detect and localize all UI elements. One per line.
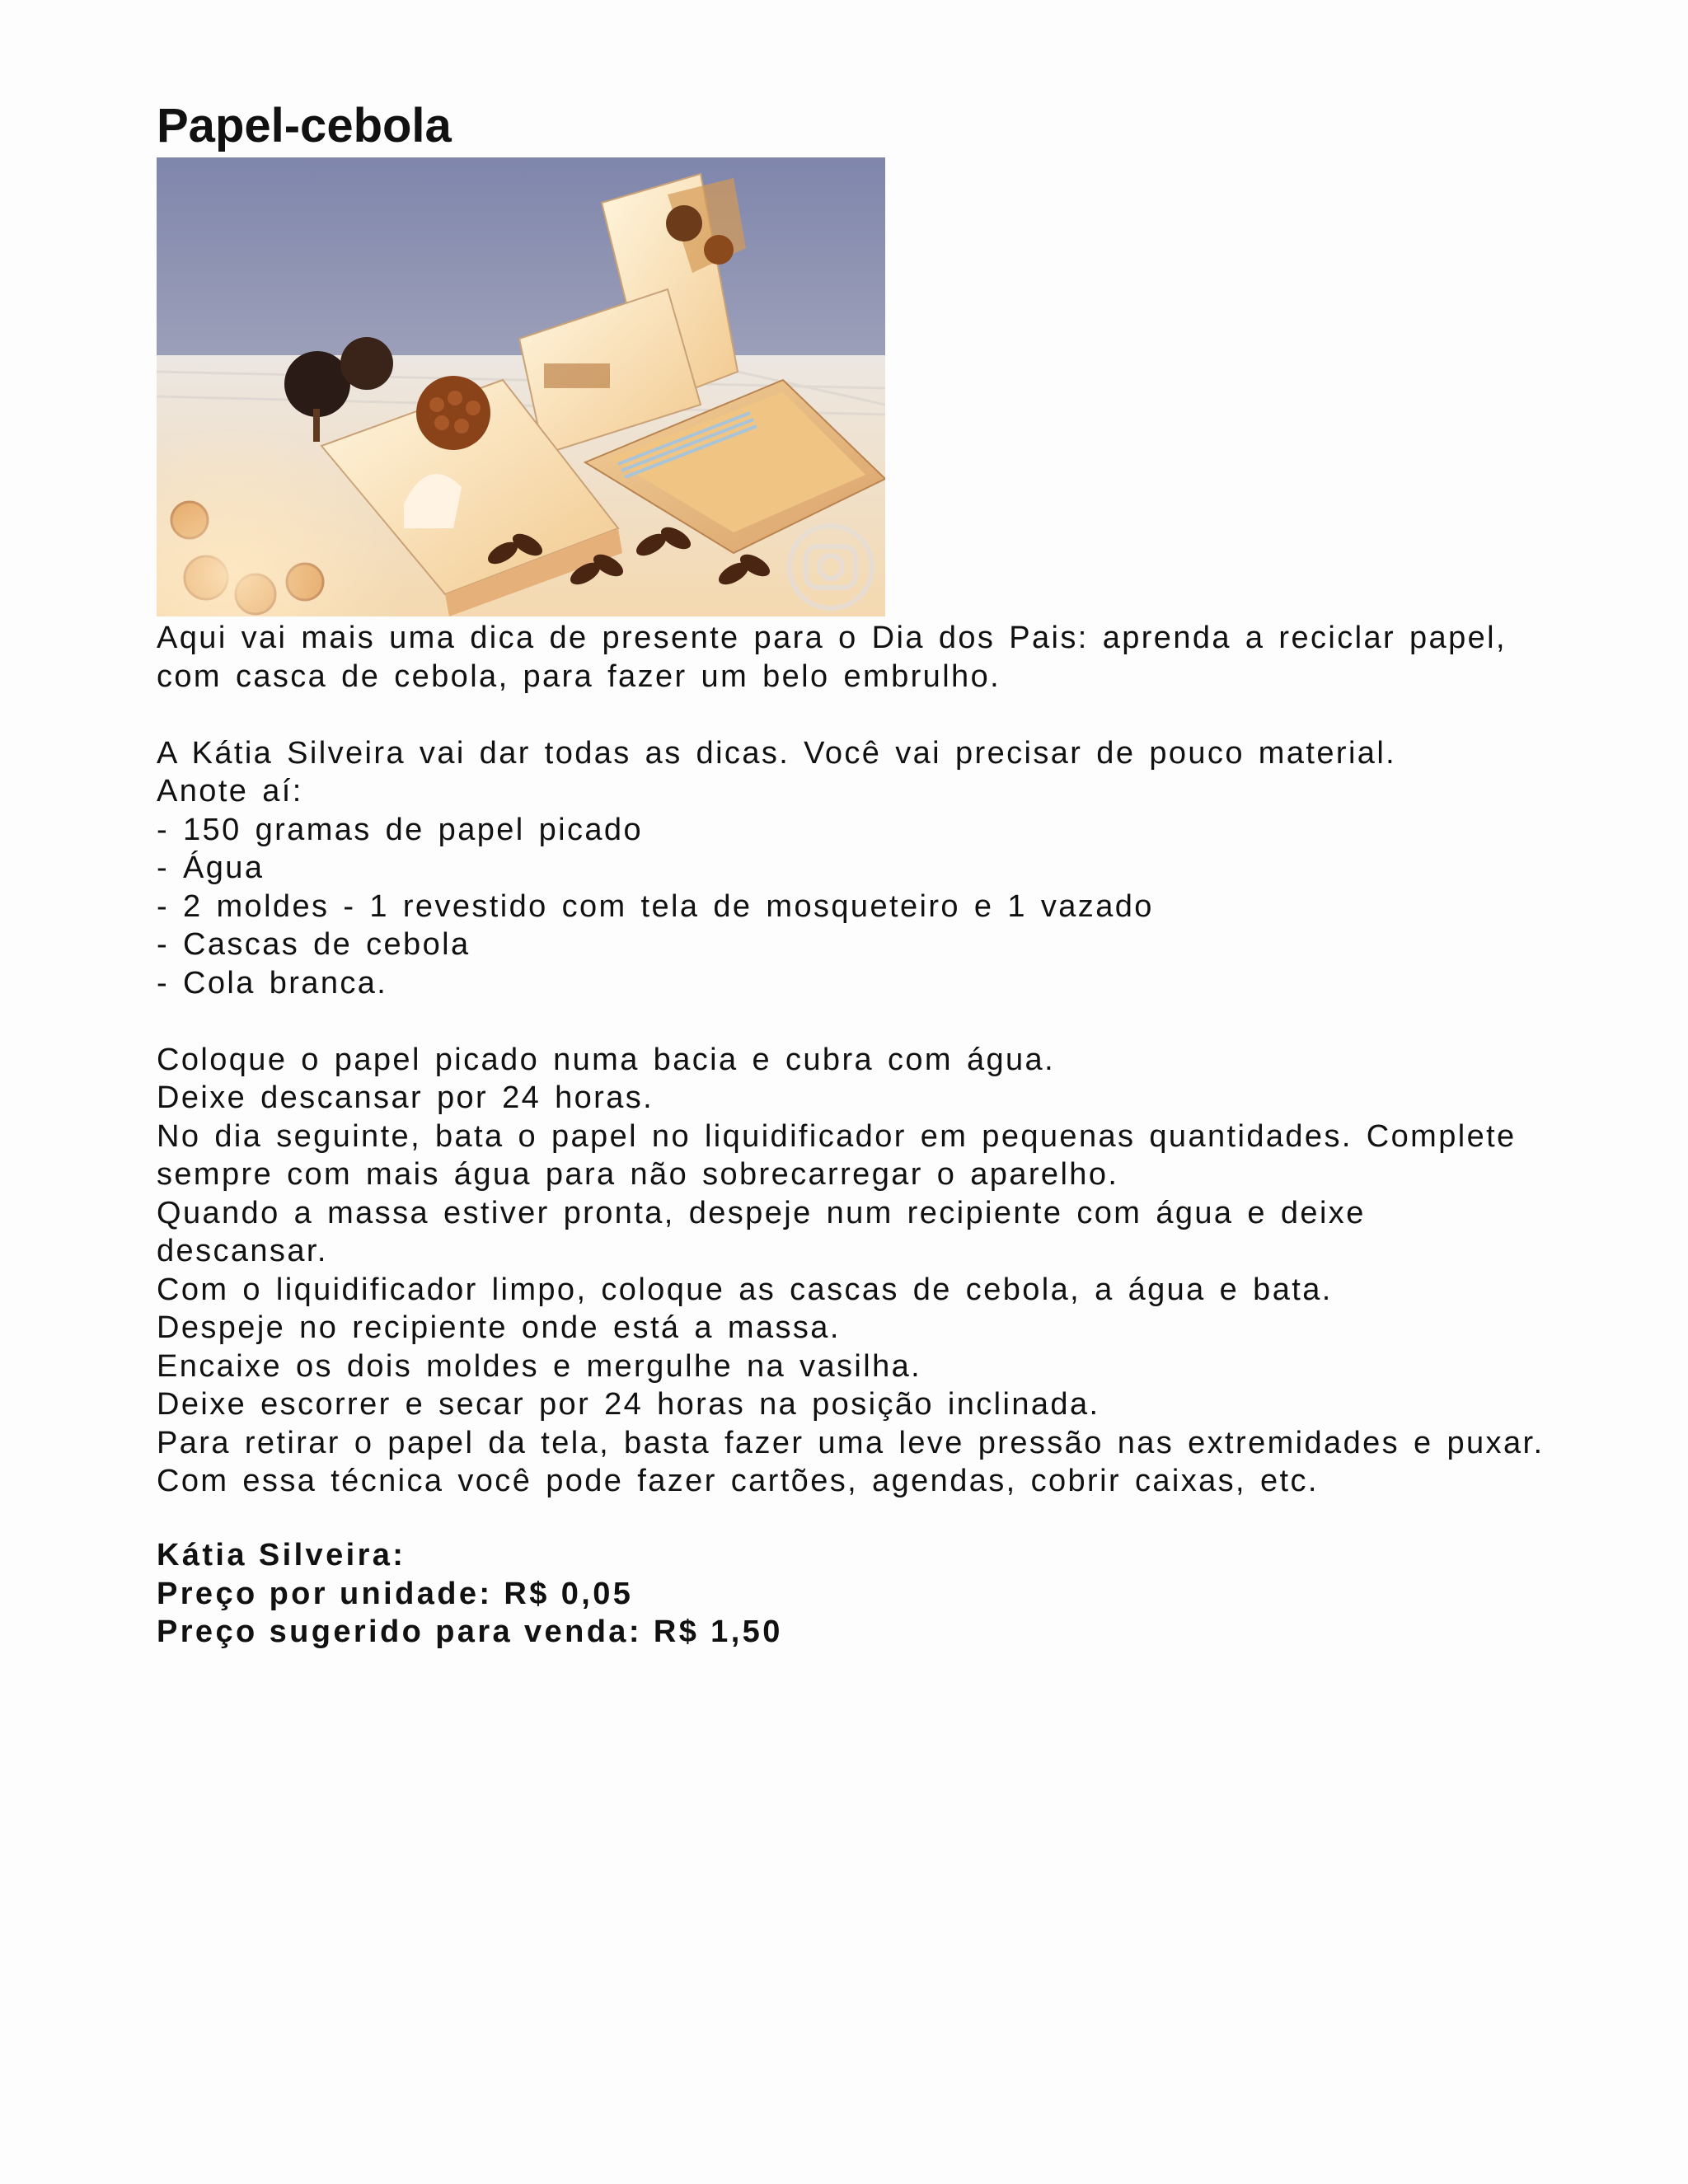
materials-intro-line: Anote aí: (157, 774, 303, 808)
author-name: Kátia Silveira: (157, 1538, 406, 1572)
material-item: - 150 gramas de papel picado (157, 812, 643, 847)
step-line: Deixe descansar por 24 horas. (157, 1080, 654, 1115)
step-line: Com o liquidificador limpo, coloque as cascas de cebola, a água e bata. (157, 1272, 1333, 1307)
step-line: descansar. (157, 1234, 328, 1268)
material-item: - Cascas de cebola (157, 927, 471, 962)
step-line: Deixe escorrer e secar por 24 horas na posição inclinada. (157, 1387, 1100, 1422)
material-item: - 2 moldes - 1 revestido com tela de mosqueteiro e 1 vazado (157, 888, 1154, 924)
material-item: - Água (157, 851, 265, 885)
step-line: sempre com mais água para não sobrecarregar o aparelho. (157, 1157, 1119, 1192)
intro-line: com casca de cebola, para fazer um belo embrulho. (157, 658, 1001, 694)
material-item: - Cola branca. (157, 965, 388, 1001)
unit-price: Preço por unidade: R$ 0,05 (157, 1576, 634, 1611)
step-line: Encaixe os dois moldes e mergulhe na vasilha. (157, 1348, 922, 1384)
price-block (157, 1536, 783, 1652)
step-line: No dia seguinte, bata o papel no liquidificador em pequenas quantidades. Complete (157, 1118, 1517, 1154)
materials-intro-line: A Kátia Silveira vai dar todas as dicas. Você vai precisar de pouco material. (157, 735, 1397, 771)
intro-line: Aqui vai mais uma dica de presente para o Dia dos Pais: aprenda a reciclar papel, (157, 621, 1507, 655)
step-line: Coloque o papel picado numa bacia e cubra com água. (157, 1042, 1056, 1077)
step-line: Com essa técnica você pode fazer cartões, agendas, cobrir caixas, etc. (157, 1464, 1319, 1498)
step-line: Para retirar o papel da tela, basta fazer uma leve pressão nas extremidades e puxar. (157, 1425, 1545, 1460)
page-title: Papel-cebola (157, 99, 452, 152)
step-line: Quando a massa estiver pronta, despeje num recipiente com água e deixe (157, 1195, 1366, 1230)
step-line: Despeje no recipiente onde está a massa. (157, 1310, 841, 1345)
sale-price: Preço sugerido para venda: R$ 1,50 (157, 1615, 783, 1649)
recipe-body (157, 619, 1544, 1501)
gift-boxes-photo (157, 157, 885, 616)
